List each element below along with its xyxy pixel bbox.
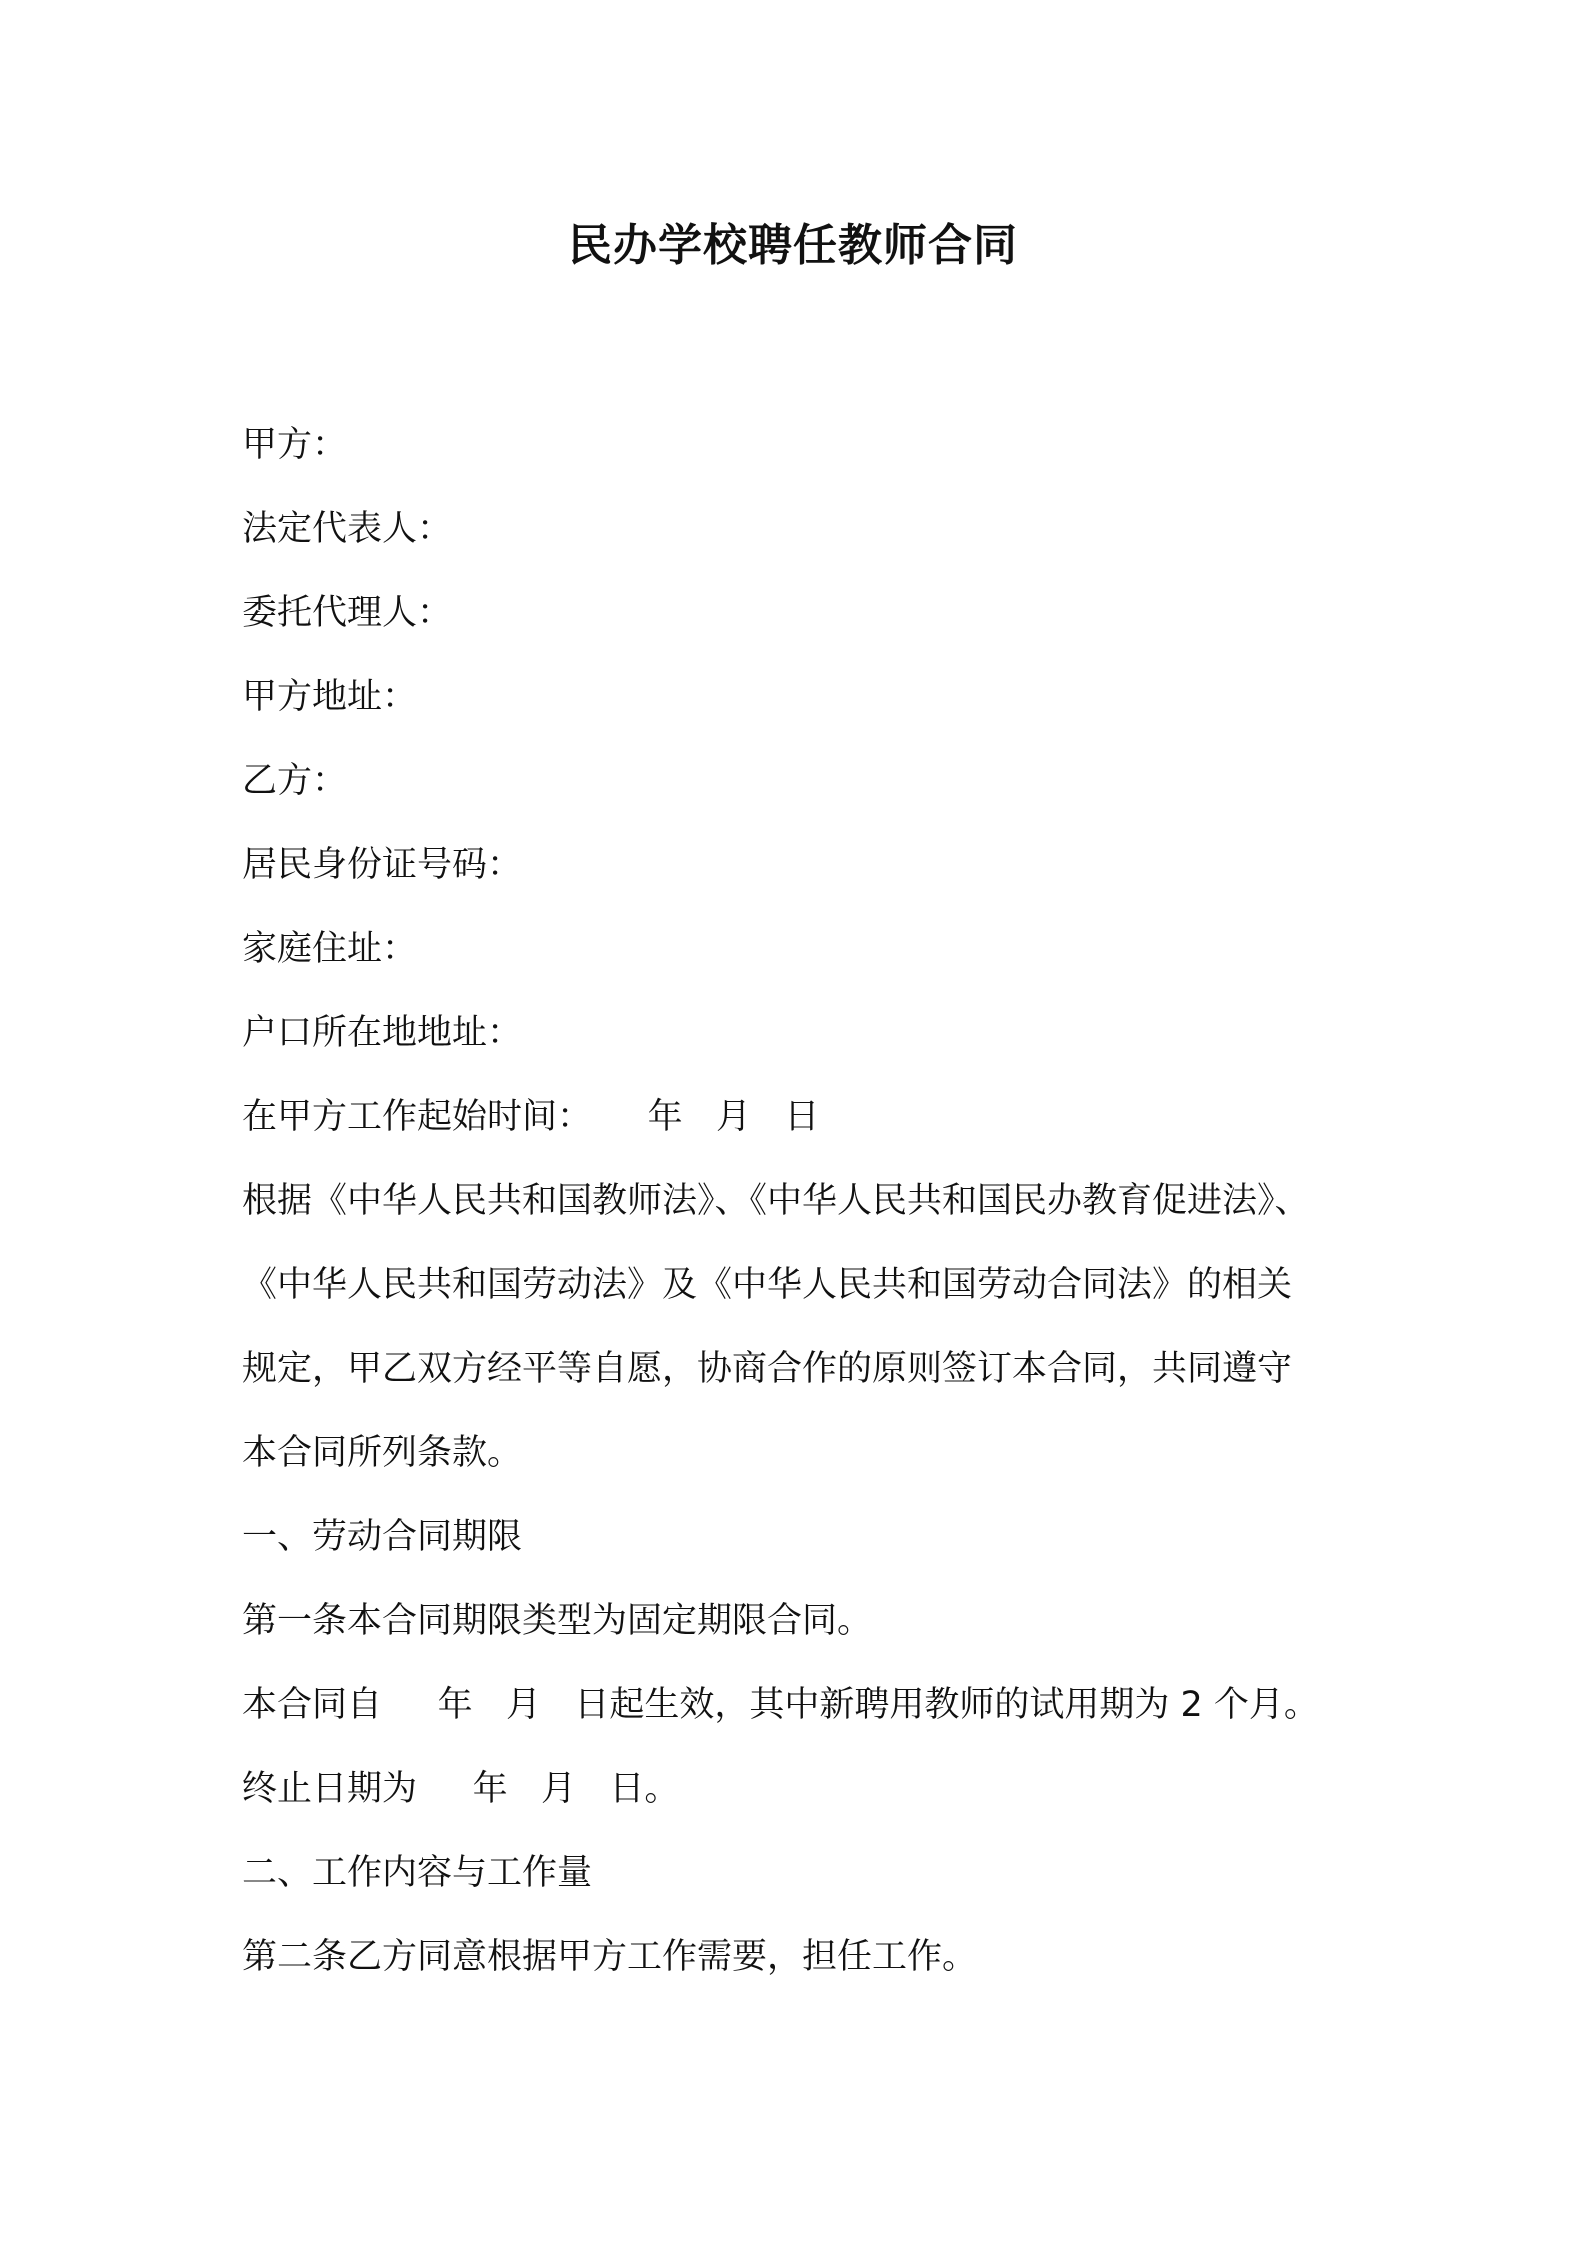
field-start-date: 在甲方工作起始时间： 年 月 日 — [242, 1097, 820, 1137]
section-heading-1: 一、劳动合同期限 — [242, 1517, 523, 1557]
field-party-a-address: 甲方地址： — [242, 677, 418, 717]
paragraph-preamble-line-1: 根据《中华人民共和国教师法》、《中华人民共和国民办教育促进法》、 — [242, 1181, 1310, 1221]
contract-effective-date: 本合同自 年 月 日起生效，其中新聘用教师的试用期为 2 个月。 — [242, 1685, 1319, 1725]
paragraph-preamble-line-2: 《中华人民共和国劳动法》及《中华人民共和国劳动合同法》的相关 — [242, 1265, 1293, 1305]
field-party-b: 乙方： — [242, 761, 348, 801]
field-legal-representative: 法定代表人： — [242, 509, 453, 549]
field-party-a: 甲方： — [242, 425, 348, 465]
field-home-address: 家庭住址： — [242, 929, 418, 969]
article-1: 第一条本合同期限类型为固定期限合同。 — [242, 1601, 873, 1641]
paragraph-preamble-line-4: 本合同所列条款。 — [242, 1433, 523, 1473]
article-2: 第二条乙方同意根据甲方工作需要，担任工作。 — [242, 1937, 978, 1977]
field-id-number: 居民身份证号码： — [242, 845, 523, 885]
field-household-address: 户口所在地地址： — [242, 1013, 523, 1053]
field-authorized-agent: 委托代理人： — [242, 593, 453, 633]
contract-end-date: 终止日期为 年 月 日。 — [242, 1769, 680, 1809]
paragraph-preamble-line-3: 规定，甲乙双方经平等自愿，协商合作的原则签订本合同，共同遵守 — [242, 1349, 1293, 1389]
section-heading-2: 二、工作内容与工作量 — [242, 1853, 593, 1893]
document-title: 民办学校聘任教师合同 — [568, 220, 1018, 271]
document-body — [242, 403, 1372, 1999]
